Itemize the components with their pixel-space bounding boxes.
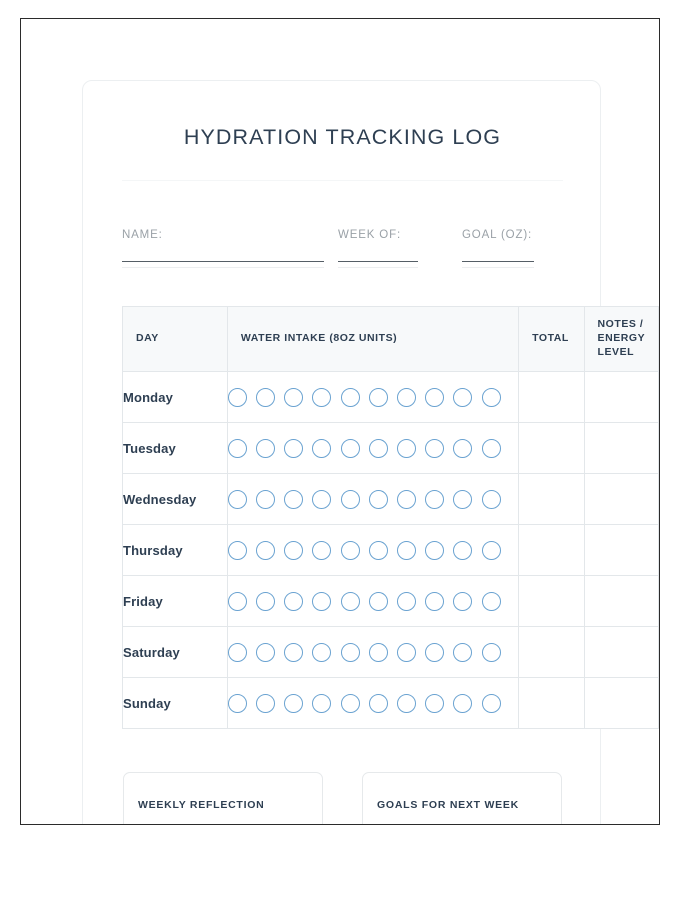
intake-circle-row: [228, 439, 518, 458]
weekly-reflection-box[interactable]: [123, 772, 323, 825]
name-field-rule-secondary: [122, 267, 324, 268]
water-unit-checkbox-icon[interactable]: [425, 439, 444, 458]
water-unit-checkbox-icon[interactable]: [256, 490, 275, 509]
water-unit-checkbox-icon[interactable]: [397, 490, 416, 509]
notes-energy-cell[interactable]: [584, 576, 658, 627]
water-unit-checkbox-icon[interactable]: [256, 643, 275, 662]
water-unit-checkbox-icon[interactable]: [256, 694, 275, 713]
name-field-label: NAME:: [122, 229, 163, 241]
water-unit-checkbox-icon[interactable]: [425, 490, 444, 509]
water-unit-checkbox-icon[interactable]: [482, 439, 501, 458]
water-unit-checkbox-icon[interactable]: [228, 439, 247, 458]
water-unit-checkbox-icon[interactable]: [228, 388, 247, 407]
table-row: [123, 423, 659, 474]
water-unit-checkbox-icon[interactable]: [453, 592, 472, 611]
water-unit-checkbox-icon[interactable]: [482, 592, 501, 611]
water-unit-checkbox-icon[interactable]: [453, 388, 472, 407]
intake-circle-row: [228, 592, 518, 611]
water-unit-checkbox-icon[interactable]: [284, 388, 303, 407]
water-unit-checkbox-icon[interactable]: [284, 541, 303, 560]
water-unit-checkbox-icon[interactable]: [482, 694, 501, 713]
table-body: [123, 372, 659, 729]
water-unit-checkbox-icon[interactable]: [284, 694, 303, 713]
water-unit-checkbox-icon[interactable]: [369, 439, 388, 458]
column-header-water-intake: WATER INTAKE (8OZ UNITS): [227, 307, 518, 372]
notes-energy-cell[interactable]: [584, 525, 658, 576]
day-label-wednesday: Wednesday: [123, 474, 228, 525]
water-unit-checkbox-icon[interactable]: [425, 643, 444, 662]
water-unit-checkbox-icon[interactable]: [312, 541, 331, 560]
day-label-friday: Friday: [123, 576, 228, 627]
water-unit-checkbox-icon[interactable]: [453, 541, 472, 560]
water-unit-checkbox-icon[interactable]: [482, 490, 501, 509]
water-unit-checkbox-icon[interactable]: [397, 592, 416, 611]
notes-energy-cell[interactable]: [584, 627, 658, 678]
water-unit-checkbox-icon[interactable]: [312, 439, 331, 458]
water-unit-checkbox-icon[interactable]: [369, 643, 388, 662]
title-divider: [122, 180, 563, 181]
water-unit-checkbox-icon[interactable]: [312, 388, 331, 407]
notes-energy-cell[interactable]: [584, 474, 658, 525]
water-unit-checkbox-icon[interactable]: [369, 694, 388, 713]
goal-oz-field[interactable]: [462, 229, 534, 268]
column-header-notes-energy-level: NOTES / ENERGY LEVEL: [584, 307, 658, 372]
water-unit-checkbox-icon[interactable]: [425, 541, 444, 560]
intake-circle-row: [228, 388, 518, 407]
water-unit-checkbox-icon[interactable]: [256, 388, 275, 407]
table-header-row: [123, 307, 659, 372]
water-unit-checkbox-icon[interactable]: [228, 541, 247, 560]
notes-energy-cell[interactable]: [584, 372, 658, 423]
day-label-sunday: Sunday: [123, 678, 228, 729]
water-intake-cell: [227, 372, 518, 423]
week-of-field-rule-secondary: [338, 267, 418, 268]
water-unit-checkbox-icon[interactable]: [341, 541, 360, 560]
total-cell[interactable]: [519, 474, 584, 525]
hydration-table: [122, 306, 659, 729]
water-intake-cell: [227, 576, 518, 627]
water-unit-checkbox-icon[interactable]: [341, 439, 360, 458]
name-field[interactable]: [122, 229, 324, 268]
water-unit-checkbox-icon[interactable]: [453, 490, 472, 509]
water-unit-checkbox-icon[interactable]: [256, 541, 275, 560]
water-unit-checkbox-icon[interactable]: [256, 439, 275, 458]
name-field-rule: [122, 261, 324, 262]
water-unit-checkbox-icon[interactable]: [256, 592, 275, 611]
water-unit-checkbox-icon[interactable]: [453, 694, 472, 713]
water-unit-checkbox-icon[interactable]: [228, 490, 247, 509]
water-unit-checkbox-icon[interactable]: [341, 694, 360, 713]
water-unit-checkbox-icon[interactable]: [341, 592, 360, 611]
water-unit-checkbox-icon[interactable]: [284, 643, 303, 662]
water-unit-checkbox-icon[interactable]: [369, 388, 388, 407]
water-unit-checkbox-icon[interactable]: [284, 490, 303, 509]
water-unit-checkbox-icon[interactable]: [369, 490, 388, 509]
total-cell[interactable]: [519, 678, 584, 729]
total-cell[interactable]: [519, 423, 584, 474]
week-of-field-rule: [338, 261, 418, 262]
water-intake-cell: [227, 474, 518, 525]
intake-circle-row: [228, 541, 518, 560]
water-intake-cell: [227, 525, 518, 576]
table-row: [123, 627, 659, 678]
water-unit-checkbox-icon[interactable]: [482, 643, 501, 662]
water-intake-cell: [227, 678, 518, 729]
day-label-monday: Monday: [123, 372, 228, 423]
water-unit-checkbox-icon[interactable]: [228, 643, 247, 662]
total-cell[interactable]: [519, 525, 584, 576]
column-header-day: DAY: [123, 307, 228, 372]
water-unit-checkbox-icon[interactable]: [425, 388, 444, 407]
week-of-field[interactable]: [338, 229, 418, 268]
total-cell[interactable]: [519, 627, 584, 678]
water-unit-checkbox-icon[interactable]: [397, 541, 416, 560]
day-label-thursday: Thursday: [123, 525, 228, 576]
water-unit-checkbox-icon[interactable]: [341, 643, 360, 662]
goal-oz-field-label: GOAL (OZ):: [462, 229, 533, 241]
table-row: [123, 474, 659, 525]
notes-energy-cell[interactable]: [584, 423, 658, 474]
water-unit-checkbox-icon[interactable]: [397, 694, 416, 713]
water-unit-checkbox-icon[interactable]: [312, 694, 331, 713]
weekly-reflection-box-title: WEEKLY REFLECTION: [138, 799, 265, 811]
table-row: [123, 372, 659, 423]
day-label-saturday: Saturday: [123, 627, 228, 678]
water-unit-checkbox-icon[interactable]: [369, 541, 388, 560]
water-unit-checkbox-icon[interactable]: [341, 490, 360, 509]
column-header-total: TOTAL: [519, 307, 584, 372]
day-label-tuesday: Tuesday: [123, 423, 228, 474]
total-cell[interactable]: [519, 372, 584, 423]
water-unit-checkbox-icon[interactable]: [312, 490, 331, 509]
water-unit-checkbox-icon[interactable]: [397, 388, 416, 407]
water-intake-cell: [227, 627, 518, 678]
goals-for-next-week-box-title: GOALS FOR NEXT WEEK: [377, 799, 520, 811]
water-unit-checkbox-icon[interactable]: [284, 592, 303, 611]
water-unit-checkbox-icon[interactable]: [453, 643, 472, 662]
page-title: HYDRATION TRACKING LOG: [183, 125, 502, 149]
water-unit-checkbox-icon[interactable]: [341, 388, 360, 407]
water-unit-checkbox-icon[interactable]: [397, 643, 416, 662]
water-unit-checkbox-icon[interactable]: [397, 439, 416, 458]
total-cell[interactable]: [519, 576, 584, 627]
water-unit-checkbox-icon[interactable]: [284, 439, 303, 458]
water-unit-checkbox-icon[interactable]: [425, 592, 444, 611]
water-unit-checkbox-icon[interactable]: [369, 592, 388, 611]
table-row: [123, 576, 659, 627]
goal-oz-field-rule: [462, 261, 534, 262]
water-unit-checkbox-icon[interactable]: [425, 694, 444, 713]
water-unit-checkbox-icon[interactable]: [453, 439, 472, 458]
intake-circle-row: [228, 490, 518, 509]
table-row: [123, 525, 659, 576]
water-intake-cell: [227, 423, 518, 474]
intake-circle-row: [228, 643, 518, 662]
printable-page-frame: [20, 18, 660, 825]
water-unit-checkbox-icon[interactable]: [228, 592, 247, 611]
week-of-field-label: WEEK OF:: [338, 229, 402, 241]
notes-energy-cell[interactable]: [584, 678, 658, 729]
intake-circle-row: [228, 694, 518, 713]
water-unit-checkbox-icon[interactable]: [312, 643, 331, 662]
goals-for-next-week-box[interactable]: [362, 772, 562, 825]
table-row: [123, 678, 659, 729]
water-unit-checkbox-icon[interactable]: [482, 541, 501, 560]
goal-oz-field-rule-secondary: [462, 267, 534, 268]
water-unit-checkbox-icon[interactable]: [228, 694, 247, 713]
water-unit-checkbox-icon[interactable]: [482, 388, 501, 407]
water-unit-checkbox-icon[interactable]: [312, 592, 331, 611]
